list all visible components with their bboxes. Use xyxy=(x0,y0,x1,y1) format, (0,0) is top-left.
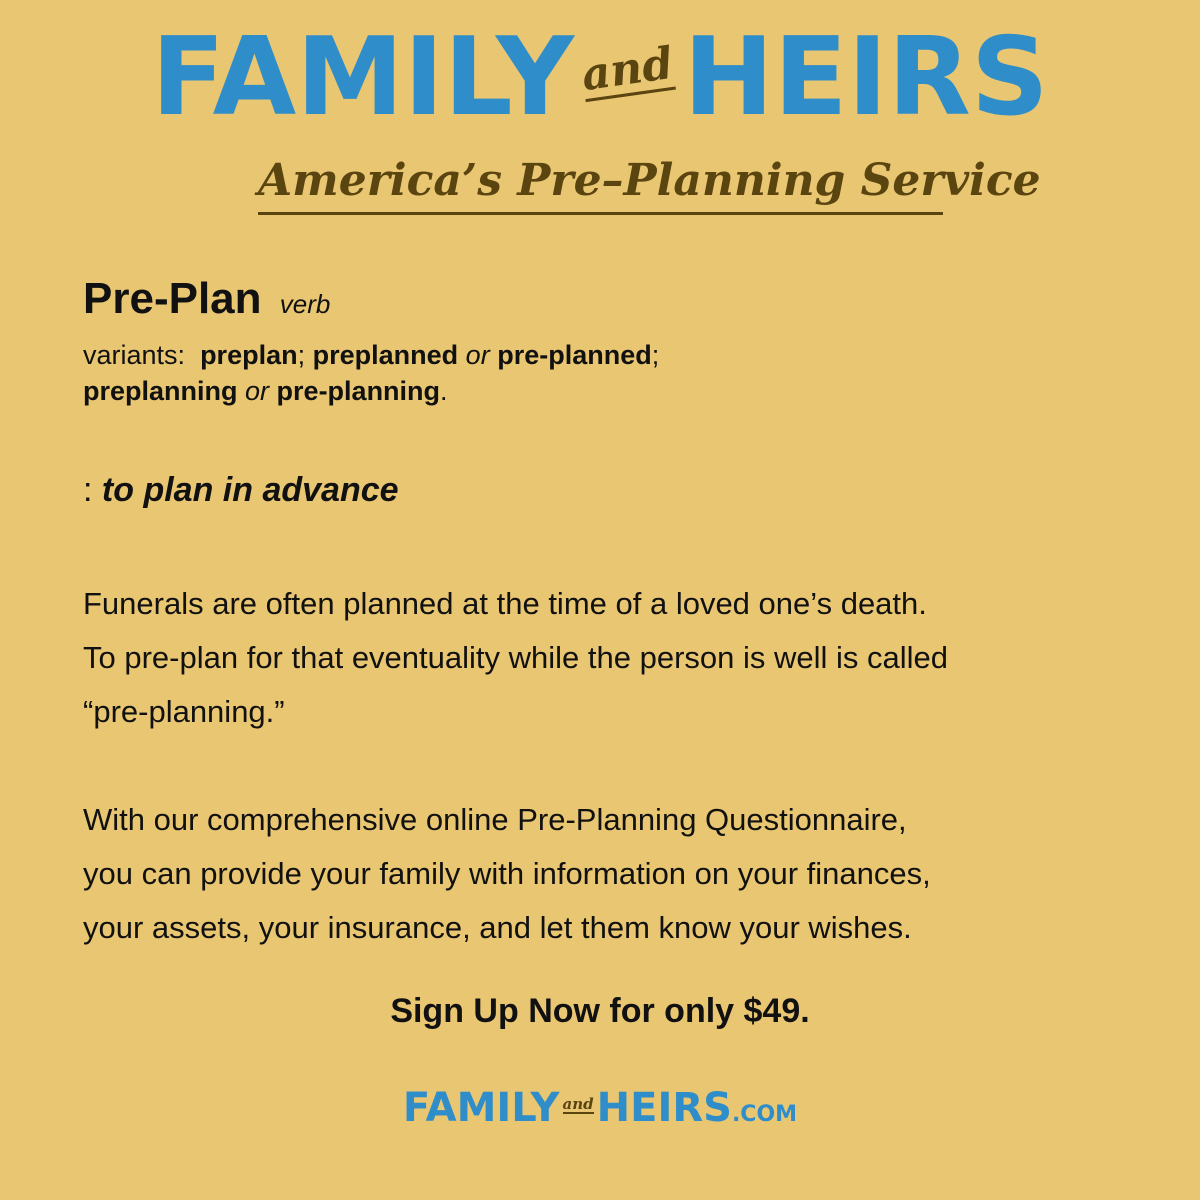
footer-logo[interactable] xyxy=(0,1083,1200,1140)
definition-prefix: : xyxy=(83,471,93,509)
part-of-speech: verb xyxy=(279,289,331,319)
paragraph-line: Funerals are often planned at the time of a loved one’s death. xyxy=(83,586,927,621)
or-word: or xyxy=(465,340,490,370)
separator: ; xyxy=(297,340,306,370)
definition xyxy=(83,467,1163,513)
variants xyxy=(83,337,1163,409)
definition-text: to plan in advance xyxy=(101,471,399,509)
variant-preplanning: preplanning xyxy=(83,376,238,406)
paragraph-line: your assets, your insurance, and let them know your wishes. xyxy=(83,910,912,945)
paragraph-line: “pre-planning.” xyxy=(83,694,285,729)
paragraph-funerals xyxy=(83,577,1163,739)
variant-pre-planning: pre-planning xyxy=(276,376,441,406)
tagline: America’s Pre–Planning Service xyxy=(258,150,943,215)
paragraph-line: you can provide your family with information on your finances, xyxy=(83,856,931,891)
variant-pre-planned: pre-planned xyxy=(497,340,652,370)
dictionary-entry xyxy=(83,270,1163,955)
footer-logo-and: and xyxy=(562,1095,594,1113)
footer-logo-domain-suffix: .COM xyxy=(731,1102,798,1127)
logo-word-heirs: HEIRS xyxy=(683,15,1049,140)
paragraph-questionnaire xyxy=(83,793,1163,955)
separator: ; xyxy=(651,340,660,370)
footer-logo-heirs: HEIRS xyxy=(596,1085,732,1131)
or-word: or xyxy=(245,376,270,406)
variant-preplan: preplan xyxy=(200,340,298,370)
logo-word-family: FAMILY xyxy=(151,15,575,140)
variant-preplanned: preplanned xyxy=(312,340,459,370)
logo-word-and: and xyxy=(578,37,677,102)
brand-logo xyxy=(0,15,1200,140)
entry-heading xyxy=(83,270,1163,333)
entry-term: Pre-Plan xyxy=(83,274,262,323)
period: . xyxy=(440,376,448,406)
footer-logo-family: FAMILY xyxy=(402,1085,560,1131)
paragraph-line: With our comprehensive online Pre-Planning Questionnaire, xyxy=(83,802,907,837)
paragraph-line: To pre-plan for that eventuality while the person is well is called xyxy=(83,640,949,675)
signup-call-to-action[interactable]: Sign Up Now for only $49. xyxy=(390,992,810,1030)
variants-label: variants: xyxy=(83,340,186,370)
